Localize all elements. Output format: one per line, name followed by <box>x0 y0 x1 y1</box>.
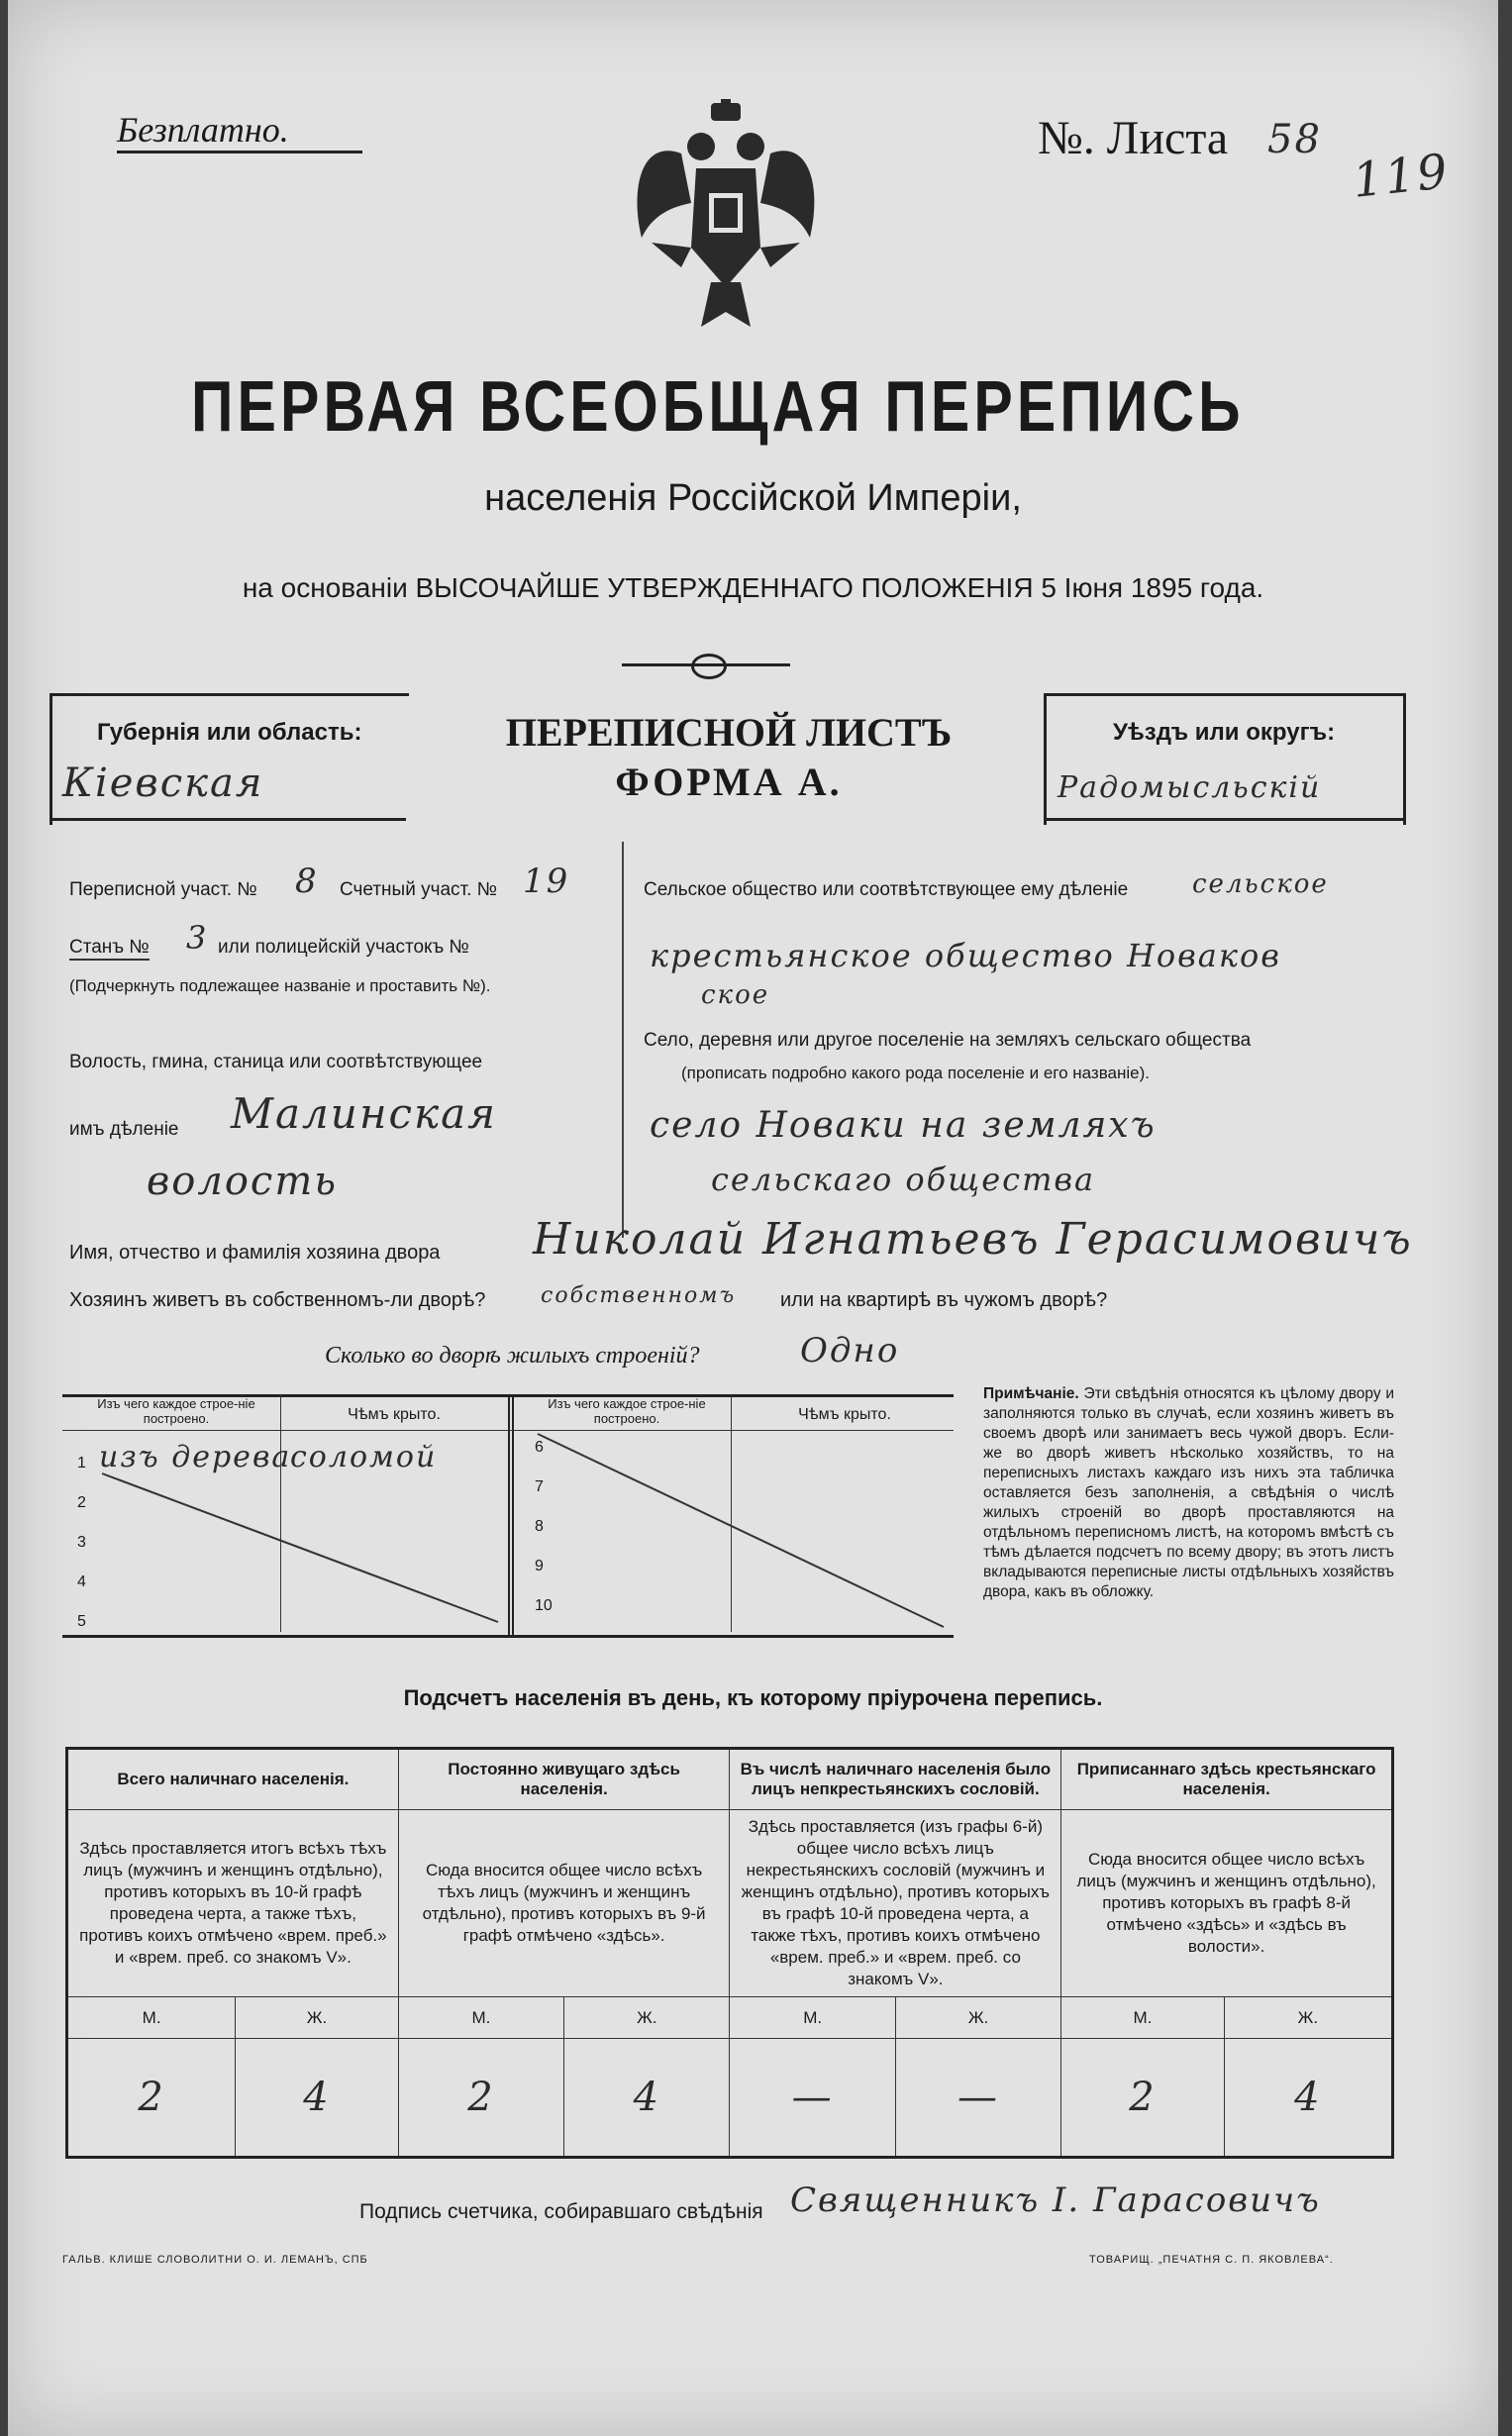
form-letter: ФОРМА А. <box>615 760 843 804</box>
row-number: 9 <box>535 1558 544 1574</box>
col-material-left: Изъ чего каждое строе-нiе построено. <box>97 1396 255 1426</box>
district-value: Радомысльскiй <box>1058 770 1322 805</box>
society-value: сельское <box>1192 869 1329 899</box>
row1-material: изъ дерева <box>99 1440 292 1474</box>
society-value-2: крестьянское общество Новаков <box>650 937 1281 974</box>
f-label: Ж. <box>1224 1997 1392 2039</box>
page-title: ПЕРВАЯ ВСЕОБЩАЯ ПЕРЕПИСЬ <box>191 367 1245 447</box>
count-header-total: Всего наличнаго населенiя. <box>67 1749 399 1810</box>
sheet-no-value: 58 <box>1267 117 1322 162</box>
m-label: М. <box>1061 1997 1224 2039</box>
row-number: 1 <box>77 1455 86 1472</box>
signature-label: Подпись счетчика, собиравшаго свѣдѣнiя <box>359 2200 763 2223</box>
count-value: 4 <box>564 2039 730 2158</box>
camp-value: 3 <box>186 919 209 957</box>
free-label: Безплатно. <box>117 110 289 150</box>
census-district-label: Переписной участ. № <box>69 879 257 900</box>
volost-label: Волость, гмина, станица или соотвѣтствующее <box>69 1052 483 1072</box>
census-sheet <box>8 0 1498 2436</box>
free-underline <box>117 151 362 153</box>
counting-district-value: 19 <box>523 862 570 901</box>
row-number: 4 <box>77 1573 86 1590</box>
society-label: Сельское общество или соотвѣтствующее ему дѣленiе <box>644 879 1129 900</box>
buildings-label: Сколько во дворѣ жилыхъ строенiй? <box>325 1343 700 1369</box>
col-roof-left: Чѣмъ крыто. <box>348 1406 441 1423</box>
row-number: 7 <box>535 1478 544 1495</box>
district-label: Уѣздъ или округъ: <box>1113 719 1336 746</box>
count-title: Подсчетъ населенiя въ день, къ которому прiурочена перепись. <box>403 1685 1103 1710</box>
owner-name-label: Имя, отчество и фамилiя хозяина двора <box>69 1242 441 1264</box>
count-value: 2 <box>398 2039 563 2158</box>
f-label: Ж. <box>236 1997 398 2039</box>
m-label: М. <box>730 1997 895 2039</box>
owner-lives-label-2: или на квартирѣ въ чужомъ дворѣ? <box>780 1289 1108 1311</box>
footer-right: ТОВАРИЩ. „ПЕЧАТНЯ С. П. ЯКОВЛЕВА“. <box>1089 2254 1334 2266</box>
volost-label-2: имъ дѣленiе <box>69 1119 179 1140</box>
ornament-center <box>691 654 727 679</box>
note-block <box>983 1384 1394 1602</box>
village-value-2: сельскаго общества <box>711 1161 1096 1198</box>
m-label: М. <box>67 1997 236 2039</box>
decree-line: на основанiи ВЫСОЧАЙШЕ УТВЕРЖДЕННАГО ПОЛОЖЕНIЯ 5 Iюня 1895 года. <box>242 572 1264 603</box>
count-desc-permanent: Сюда вносится общее число всѣхъ тѣхъ лицъ (мужчинъ и женщинъ отдѣльно), противъ которыхъ въ 9-й графѣ отмѣчено «здѣсь». <box>398 1810 730 1997</box>
count-desc-total: Здѣсь проставляется итогъ всѣхъ тѣхъ лицъ (мужчинъ и женщинъ отдѣльно), противъ которыхъ въ 10-й графѣ проведена черта, а также тѣхъ, противъ коихъ отмѣчено «врем. преб.» и «врем. преб. со знакомъ V». <box>67 1810 399 1997</box>
owner-name-value: Николай Игнатьевъ Герасимовичъ <box>533 1214 1413 1265</box>
society-value-3: ское <box>701 980 770 1010</box>
census-district-value: 8 <box>295 862 319 901</box>
count-value: — <box>730 2039 895 2158</box>
owner-lives-label: Хозяинъ живетъ въ собственномъ-ли дворѣ? <box>69 1289 486 1311</box>
volost-value: Малинская <box>231 1089 497 1138</box>
buildings-value: Одно <box>800 1331 900 1370</box>
f-label: Ж. <box>895 1997 1060 2039</box>
signature-value: Священникъ I. Гарасовичъ <box>790 2181 1321 2220</box>
count-desc-registered: Сюда вносится общее число всѣхъ лицъ (мужчинъ и женщинъ отдѣльно), противъ которыхъ въ графѣ 8-й отмѣчено «здѣсь» и «здѣсь въ волости». <box>1061 1810 1393 1997</box>
f-label: Ж. <box>564 1997 730 2039</box>
district-underline <box>1044 818 1403 821</box>
stamp-number: 119 <box>1350 144 1453 209</box>
form-title-box <box>412 693 1046 812</box>
form-title: ПЕРЕПИСНОЙ ЛИСТЪ <box>505 710 953 755</box>
camp-label: Станъ № <box>69 937 150 961</box>
district-box <box>1044 693 1406 825</box>
owner-lives-value: собственномъ <box>541 1283 737 1308</box>
count-header-registered: Приписаннаго здѣсь крестьянскаго населенiя. <box>1061 1749 1393 1810</box>
row-number: 10 <box>535 1597 553 1614</box>
count-header-permanent: Постоянно живущаго здѣсь населенiя. <box>398 1749 730 1810</box>
note-text: Эти свѣдѣнiя относятся къ цѣлому двору и заполняются только въ случаѣ, если хозяинъ живетъ въ своемъ дворѣ или занимаетъ весь чужой дворъ. Если-же во дворѣ живетъ нѣсколько хозяйствъ, то на переписныхъ листахъ каждаго изъ нихъ эта табличка оставляется безъ заполненiя, а свѣдѣнiя о числѣ жилыхъ строенiй во дворѣ проставляются на отдѣльномъ переписномъ листѣ, на которомъ вмѣстѣ съ тѣмъ дѣлается подсчетъ по всему двору; въ этотъ листъ вкладываются переписные листы отдѣльныхъ хозяйствъ двора, какъ въ обложку. <box>983 1385 1394 1600</box>
count-value: 4 <box>236 2039 398 2158</box>
province-value: Кiевская <box>62 761 264 806</box>
col-roof-right: Чѣмъ крыто. <box>798 1406 891 1423</box>
village-note: (прописать подробно какого рода поселенiе и его названiе). <box>681 1064 1151 1082</box>
counting-district-label: Счетный участ. № <box>340 879 498 900</box>
row-number: 8 <box>535 1518 544 1535</box>
village-value: село Новаки на земляхъ <box>650 1105 1157 1146</box>
row1-roof: соломой <box>290 1440 438 1474</box>
imperial-eagle-icon <box>622 99 830 337</box>
count-desc-non-peasant: Здѣсь проставляется (изъ графы 6-й) общее число всѣхъ лицъ некрестьянскихъ сословiй (мужчинъ и женщинъ отдѣльно), противъ которыхъ въ графѣ 10-й проведена черта, а также тѣхъ, противъ коихъ отмѣчено «врем. преб.» и «врем. преб. со знакомъ V». <box>730 1810 1061 1997</box>
row-number: 2 <box>77 1494 86 1511</box>
province-label: Губернiя или область: <box>97 719 362 746</box>
count-header-non-peasant: Въ числѣ наличнаго населенiя было лицъ непкрестьянскихъ сословiй. <box>730 1749 1061 1810</box>
row-number: 6 <box>535 1439 544 1456</box>
cancel-strokes <box>62 1394 954 1635</box>
count-value: — <box>895 2039 1060 2158</box>
count-value: 4 <box>1224 2039 1392 2158</box>
col-material-right: Изъ чего каждое строе-нiе построено. <box>548 1396 706 1426</box>
province-underline <box>50 818 406 821</box>
underline-note: (Подчеркнуть подлежащее названiе и проставить №). <box>69 976 491 995</box>
count-table <box>65 1747 1394 2159</box>
row-number: 3 <box>77 1534 86 1551</box>
row-number: 5 <box>77 1613 86 1630</box>
footer-left: ГАЛЬВ. КЛИШЕ СЛОВОЛИТНИ О. И. ЛЕМАНЪ, СПБ <box>62 2254 368 2266</box>
village-label: Село, деревня или другое поселенiе на земляхъ сельскаго общества <box>644 1030 1252 1051</box>
sheet-no-label: №. Листа <box>1038 112 1229 164</box>
note-title: Примѣчанiе. <box>983 1385 1079 1402</box>
count-value: 2 <box>67 2039 236 2158</box>
subtitle: населенiя Россiйской Имперiи, <box>484 477 1022 519</box>
fields-divider <box>622 842 624 1238</box>
m-label: М. <box>398 1997 563 2039</box>
volost-value-2: волость <box>147 1159 339 1204</box>
count-value: 2 <box>1061 2039 1224 2158</box>
police-label: или полицейскiй участокъ № <box>218 937 469 958</box>
